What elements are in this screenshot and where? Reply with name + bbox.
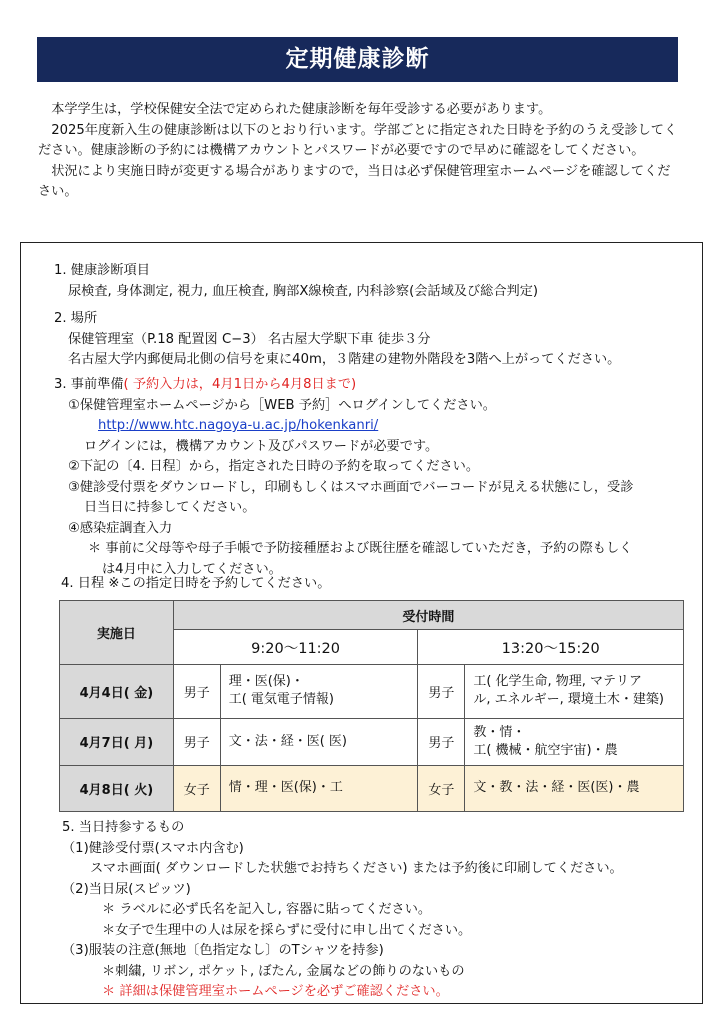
date-header: 実施日	[60, 601, 174, 665]
am-faculties: 情・理・医(保)・工	[220, 765, 418, 811]
section-items-to-bring	[62, 818, 623, 1003]
intro-paragraph: 状況により実施日時が変更する場合がありますので，当日は必ず保健管理室ホームページを確認してください。	[38, 163, 671, 199]
section-preparation	[54, 375, 633, 580]
schedule-date: 4月7日( 月)	[60, 718, 174, 765]
reservation-period-note: ( 予約入力は，4月1日から4月8日まで)	[123, 377, 357, 392]
location-text: 保健管理室（P.18 配置図 C−3） 名古屋大学駅下車 徒歩３分	[68, 331, 431, 347]
morning-time: 9:20～11:20	[173, 630, 418, 665]
table-row	[60, 718, 684, 765]
intro-paragraph: 本学学生は，学校保健安全法で定められた健康診断を毎年受診する必要があります。	[51, 102, 552, 117]
bring-item-2: （2)当日尿(スピッツ)	[62, 881, 191, 897]
prep-step-4-note: ＊ 事前に父母等や母子手帳で予防接種歴および既往歴を確認していただき，予約の際もしく	[88, 541, 633, 556]
section-heading: 2. 場所	[54, 311, 98, 326]
am-sex: 女子	[173, 765, 220, 811]
prep-step-4: ④感染症調査入力	[68, 520, 173, 536]
pm-sex: 男子	[418, 665, 465, 718]
pm-faculties: 教・情・ 工( 機械・航空宇宙)・農	[465, 718, 684, 765]
bring-item-2-note: ＊女子で生理中の人は尿を採らずに受付に申し出てください。	[102, 922, 472, 938]
afternoon-time: 13:20～15:20	[418, 630, 684, 665]
prep-step-2: ②下記の〔4. 日程〕から，指定された日時の予約を取ってください。	[68, 459, 480, 474]
prep-step-1-note: ログインには，機構アカウント及びパスワードが必要です。	[84, 438, 439, 454]
hokenkanri-link[interactable]: http://www.htc.nagoya-u.ac.jp/hokenkanri/	[98, 418, 379, 433]
prep-step-4-note-cont: は4月中に入力してください。	[102, 561, 282, 577]
intro-paragraph: 2025年度新入生の健康診断は以下のとおり行います。学部ごとに指定された日時を予約のうえ受診してください。健康診断の予約には機構アカウントとパスワードが必要ですので早めに確認をしてください。	[38, 122, 678, 158]
section-location	[54, 309, 620, 371]
pm-sex: 女子	[418, 765, 465, 811]
intro-text	[38, 100, 678, 203]
schedule-date: 4月4日( 金)	[60, 665, 174, 718]
section-heading: 5. 当日持参するもの	[62, 820, 185, 835]
table-row	[60, 765, 684, 811]
page-title: 定期健康診断	[37, 37, 678, 82]
table-row	[60, 665, 684, 718]
am-sex: 男子	[173, 718, 220, 765]
reception-time-header: 受付時間	[173, 601, 683, 630]
section-exam-items	[54, 261, 538, 302]
section-schedule-heading	[61, 574, 330, 595]
location-directions: 名古屋大学内郵便局北側の信号を東に40m，３階建の建物外階段を3階へ上がってください。	[68, 352, 621, 367]
bring-item-3-warning: ＊ 詳細は保健管理室ホームページを必ずご確認ください。	[102, 984, 449, 999]
prep-step-1: ①保健管理室ホームページから［WEB 予約］へログインしてください。	[68, 397, 496, 413]
pm-sex: 男子	[418, 718, 465, 765]
bring-item-3-note: ＊刺繍, リボン, ポケット, ぼたん, 金属などの飾りのないもの	[102, 963, 465, 979]
pm-faculties: 工( 化学生命, 物理, マテリア ル, エネルギー, 環境土木・建築)	[465, 665, 684, 718]
prep-step-3: ③健診受付票をダウンロードし，印刷もしくはスマホ画面でバーコードが見える状態にし，受診	[68, 479, 634, 495]
am-sex: 男子	[173, 665, 220, 718]
bring-item-1-note: スマホ画面( ダウンロードした状態でお持ちください) または予約後に印刷してください。	[90, 861, 623, 876]
bring-item-1: （1)健診受付票(スマホ内含む)	[62, 840, 244, 856]
section-heading	[54, 375, 633, 396]
exam-items-text: 尿検査, 身体測定, 視力, 血圧検査, 胸部X線検査, 内科診察(会話域及び総合判定)	[68, 283, 539, 299]
pm-faculties: 文・教・法・経・医(医)・農	[465, 765, 684, 811]
am-faculties: 文・法・経・医( 医)	[220, 718, 418, 765]
info-box	[20, 242, 703, 1004]
prep-step-3-cont: 日当日に持参してください。	[84, 500, 256, 515]
section-heading-text: 3. 事前準備	[54, 377, 124, 392]
section-heading: 1. 健康診断項目	[54, 263, 150, 278]
section-heading: 4. 日程 ※この指定日時を予約してください。	[61, 576, 331, 591]
bring-item-3: （3)服装の注意(無地〔色指定なし〕のTシャツを持参)	[62, 943, 384, 958]
schedule-table	[59, 600, 684, 812]
am-faculties: 理・医(保)・ 工( 電気電子情報)	[220, 665, 418, 718]
schedule-date: 4月8日( 火)	[60, 765, 174, 811]
bring-item-2-note: ＊ ラベルに必ず氏名を記入し, 容器に貼ってください。	[102, 902, 432, 917]
